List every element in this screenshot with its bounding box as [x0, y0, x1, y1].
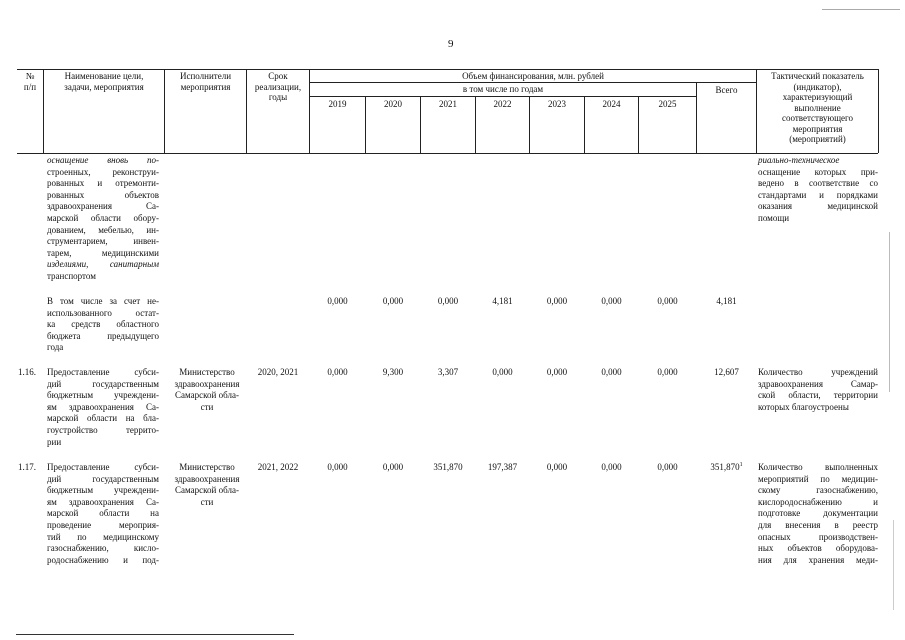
row-executor-line: Министерство [179, 462, 235, 472]
continuation-name-line: марской области обору- [47, 212, 159, 223]
row-executor-line: здравоохранения [174, 378, 240, 389]
value-2023: 0,000 [546, 367, 568, 377]
row-name-line: ка средств областного [47, 319, 159, 330]
row-name-line: бюджетным учреждени- [47, 390, 159, 401]
header-bottom-border [17, 153, 878, 154]
year-2021: 2021 [439, 99, 457, 109]
value-2021: 351,870 [433, 462, 463, 472]
continuation-name-line: изделиями, санитарным [47, 259, 159, 270]
row-name-line: дий государственным [47, 378, 159, 389]
value-2019: 0,000 [327, 367, 348, 377]
row-indicator-line: подготовке документации [758, 508, 878, 519]
header-num: № п/п [23, 71, 37, 92]
continuation-indicator-line: ведено в соответствие со [758, 178, 878, 189]
scan-artifact-line [822, 9, 900, 10]
row-indicator-line: для внесения в реестр [758, 519, 878, 530]
row-indicator-line: ской области, территории [758, 390, 878, 401]
continuation-indicator-line: стандартами и порядками [758, 189, 878, 200]
row-name-line: В том числе за счет не- [47, 296, 159, 306]
value-2022: 4,181 [492, 296, 513, 306]
header-by-years: в том числе по годам [462, 84, 544, 94]
row-num: 1.16. [18, 367, 36, 377]
row-name-line: марской области на [47, 508, 159, 519]
row-name-line: марской области на бла- [47, 413, 159, 424]
continuation-name-line: тарем, медицинскими [47, 247, 159, 258]
year-2022: 2022 [493, 99, 512, 109]
row-indicator-line: которых благоустроены [758, 401, 849, 412]
row-indicator [758, 367, 878, 413]
row-name-line: тий по медицинскому [47, 531, 159, 542]
row-name-line: бюджета предыдущего [47, 330, 159, 341]
row-executor [168, 367, 246, 413]
row-name-line: родоснабжению и под- [47, 554, 159, 565]
row-name-line: рии [47, 436, 62, 447]
row-indicator-line: ния для хранения меди- [758, 554, 878, 565]
value-2022: 197,387 [487, 462, 518, 472]
row-indicator-line: Количество учреждений [758, 367, 878, 377]
row-name-line: ям здравоохранения Са- [47, 496, 159, 507]
header-indicator: Тактический показатель (индикатор), характеризующий выполнение соответствующего мероприятия (мероприятий) [771, 71, 864, 144]
continuation-indicator-line: помощи [758, 212, 790, 223]
row-executor [168, 462, 246, 508]
value-total [697, 462, 756, 472]
row-indicator-line: ных объектов оборудова- [758, 543, 878, 554]
continuation-name-line: рованных и отремонти- [47, 178, 159, 189]
value-2021: 3,307 [437, 367, 459, 377]
row-name-line: года [47, 342, 64, 353]
row-name-line: бюджетным учреждени- [47, 485, 159, 496]
year-2024: 2024 [602, 99, 621, 109]
value-2020: 0,000 [382, 296, 404, 306]
row-executor-line: Самарской обла- [175, 390, 239, 401]
value-2025: 0,000 [657, 367, 678, 377]
row-num: 1.17. [18, 462, 36, 472]
continuation-name-line: струментарием, инвен- [47, 236, 159, 247]
value-2020: 9,300 [382, 367, 404, 377]
row-name-line: гоустройство террито- [47, 424, 159, 435]
row-indicator-line: Количество выполненных [758, 462, 878, 472]
row-executor-line: сти [200, 496, 214, 507]
scan-artifact-line [893, 520, 894, 610]
continuation-indicator-line: риально-техническое [758, 155, 840, 165]
year-2025: 2025 [658, 99, 677, 109]
row-indicator-line: здравоохранения Самар- [758, 378, 878, 389]
header-total: Всего [715, 85, 738, 95]
continuation-indicator-line: оказания медицинской [758, 201, 878, 212]
row-indicator-line: скому газоснабжению, [758, 485, 878, 496]
value-2022: 0,000 [492, 367, 513, 377]
header-executors: Исполнители мероприятия [179, 71, 232, 92]
row-name-line: газоснабжению, кисло- [47, 543, 159, 554]
year-2023: 2023 [548, 99, 566, 109]
row-indicator-line: мероприятий по медицин- [758, 473, 878, 484]
value-2020: 0,000 [382, 462, 404, 472]
value-2024: 0,000 [601, 296, 622, 306]
row-name [47, 462, 159, 566]
row-name-line: ям здравоохранения Са- [47, 401, 159, 412]
continuation-name-line: здравоохранения Са- [47, 201, 159, 212]
row-indicator-line: опасных производствен- [758, 531, 878, 542]
page-number: 9 [448, 38, 454, 50]
row-term: 2020, 2021 [257, 367, 299, 377]
row-name-line: проведение мероприя- [47, 519, 159, 530]
row-indicator-line: кислородоснабжению и [758, 496, 878, 507]
continuation-indicator [758, 155, 878, 225]
continuation-name [47, 155, 159, 283]
value-2023: 0,000 [546, 296, 568, 306]
value-total: 12,607 [714, 367, 739, 377]
value-2024: 0,000 [601, 462, 622, 472]
footnote-separator [16, 634, 294, 635]
value-total-text: 351,870 [710, 462, 740, 472]
value-2023: 0,000 [546, 462, 568, 472]
value-2025: 0,000 [657, 462, 678, 472]
row-executor-line: здравоохранения [174, 473, 240, 484]
row-name [47, 296, 159, 354]
continuation-name-line: оснащение вновь по- [47, 155, 159, 165]
continuation-indicator-line: оснащение которых при- [758, 166, 878, 177]
continuation-name-line: рованных объектов [47, 189, 159, 200]
value-2024: 0,000 [601, 367, 622, 377]
row-indicator [758, 462, 878, 566]
value-2025: 0,000 [657, 296, 678, 306]
row-term: 2021, 2022 [257, 462, 299, 472]
col-divider [878, 69, 879, 153]
row-executor-line: Самарской обла- [175, 485, 239, 496]
funding-subheader-border [309, 82, 756, 83]
row-executor-line: Министерство [179, 367, 235, 377]
continuation-name-line: транспортом [47, 270, 96, 281]
row-name-line: использованного остат- [47, 307, 159, 318]
year-2019: 2019 [328, 99, 347, 109]
row-name-line: дий государственным [47, 473, 159, 484]
value-2019: 0,000 [327, 296, 348, 306]
scan-artifact-line [889, 232, 890, 392]
row-name-line: Предоставление субси- [47, 367, 159, 377]
row-name-line: Предоставление субси- [47, 462, 159, 472]
year-2020: 2020 [384, 99, 402, 109]
header-funding: Объем финансирования, млн. рублей [462, 71, 604, 81]
continuation-name-line: строенных, реконструи- [47, 166, 159, 177]
continuation-name-line: дованием, мебелью, ин- [47, 224, 159, 235]
value-2019: 0,000 [327, 462, 348, 472]
header-term: Срок реализации, годы [254, 71, 302, 102]
row-executor-line: сти [200, 401, 214, 412]
footnote-marker: 1 [739, 462, 743, 468]
row-name [47, 367, 159, 448]
col-divider [309, 69, 310, 153]
value-total: 4,181 [716, 296, 737, 306]
header-name: Наименование цели, задачи, мероприятия [64, 71, 144, 92]
value-2021: 0,000 [437, 296, 459, 306]
table-top-border [17, 69, 878, 70]
